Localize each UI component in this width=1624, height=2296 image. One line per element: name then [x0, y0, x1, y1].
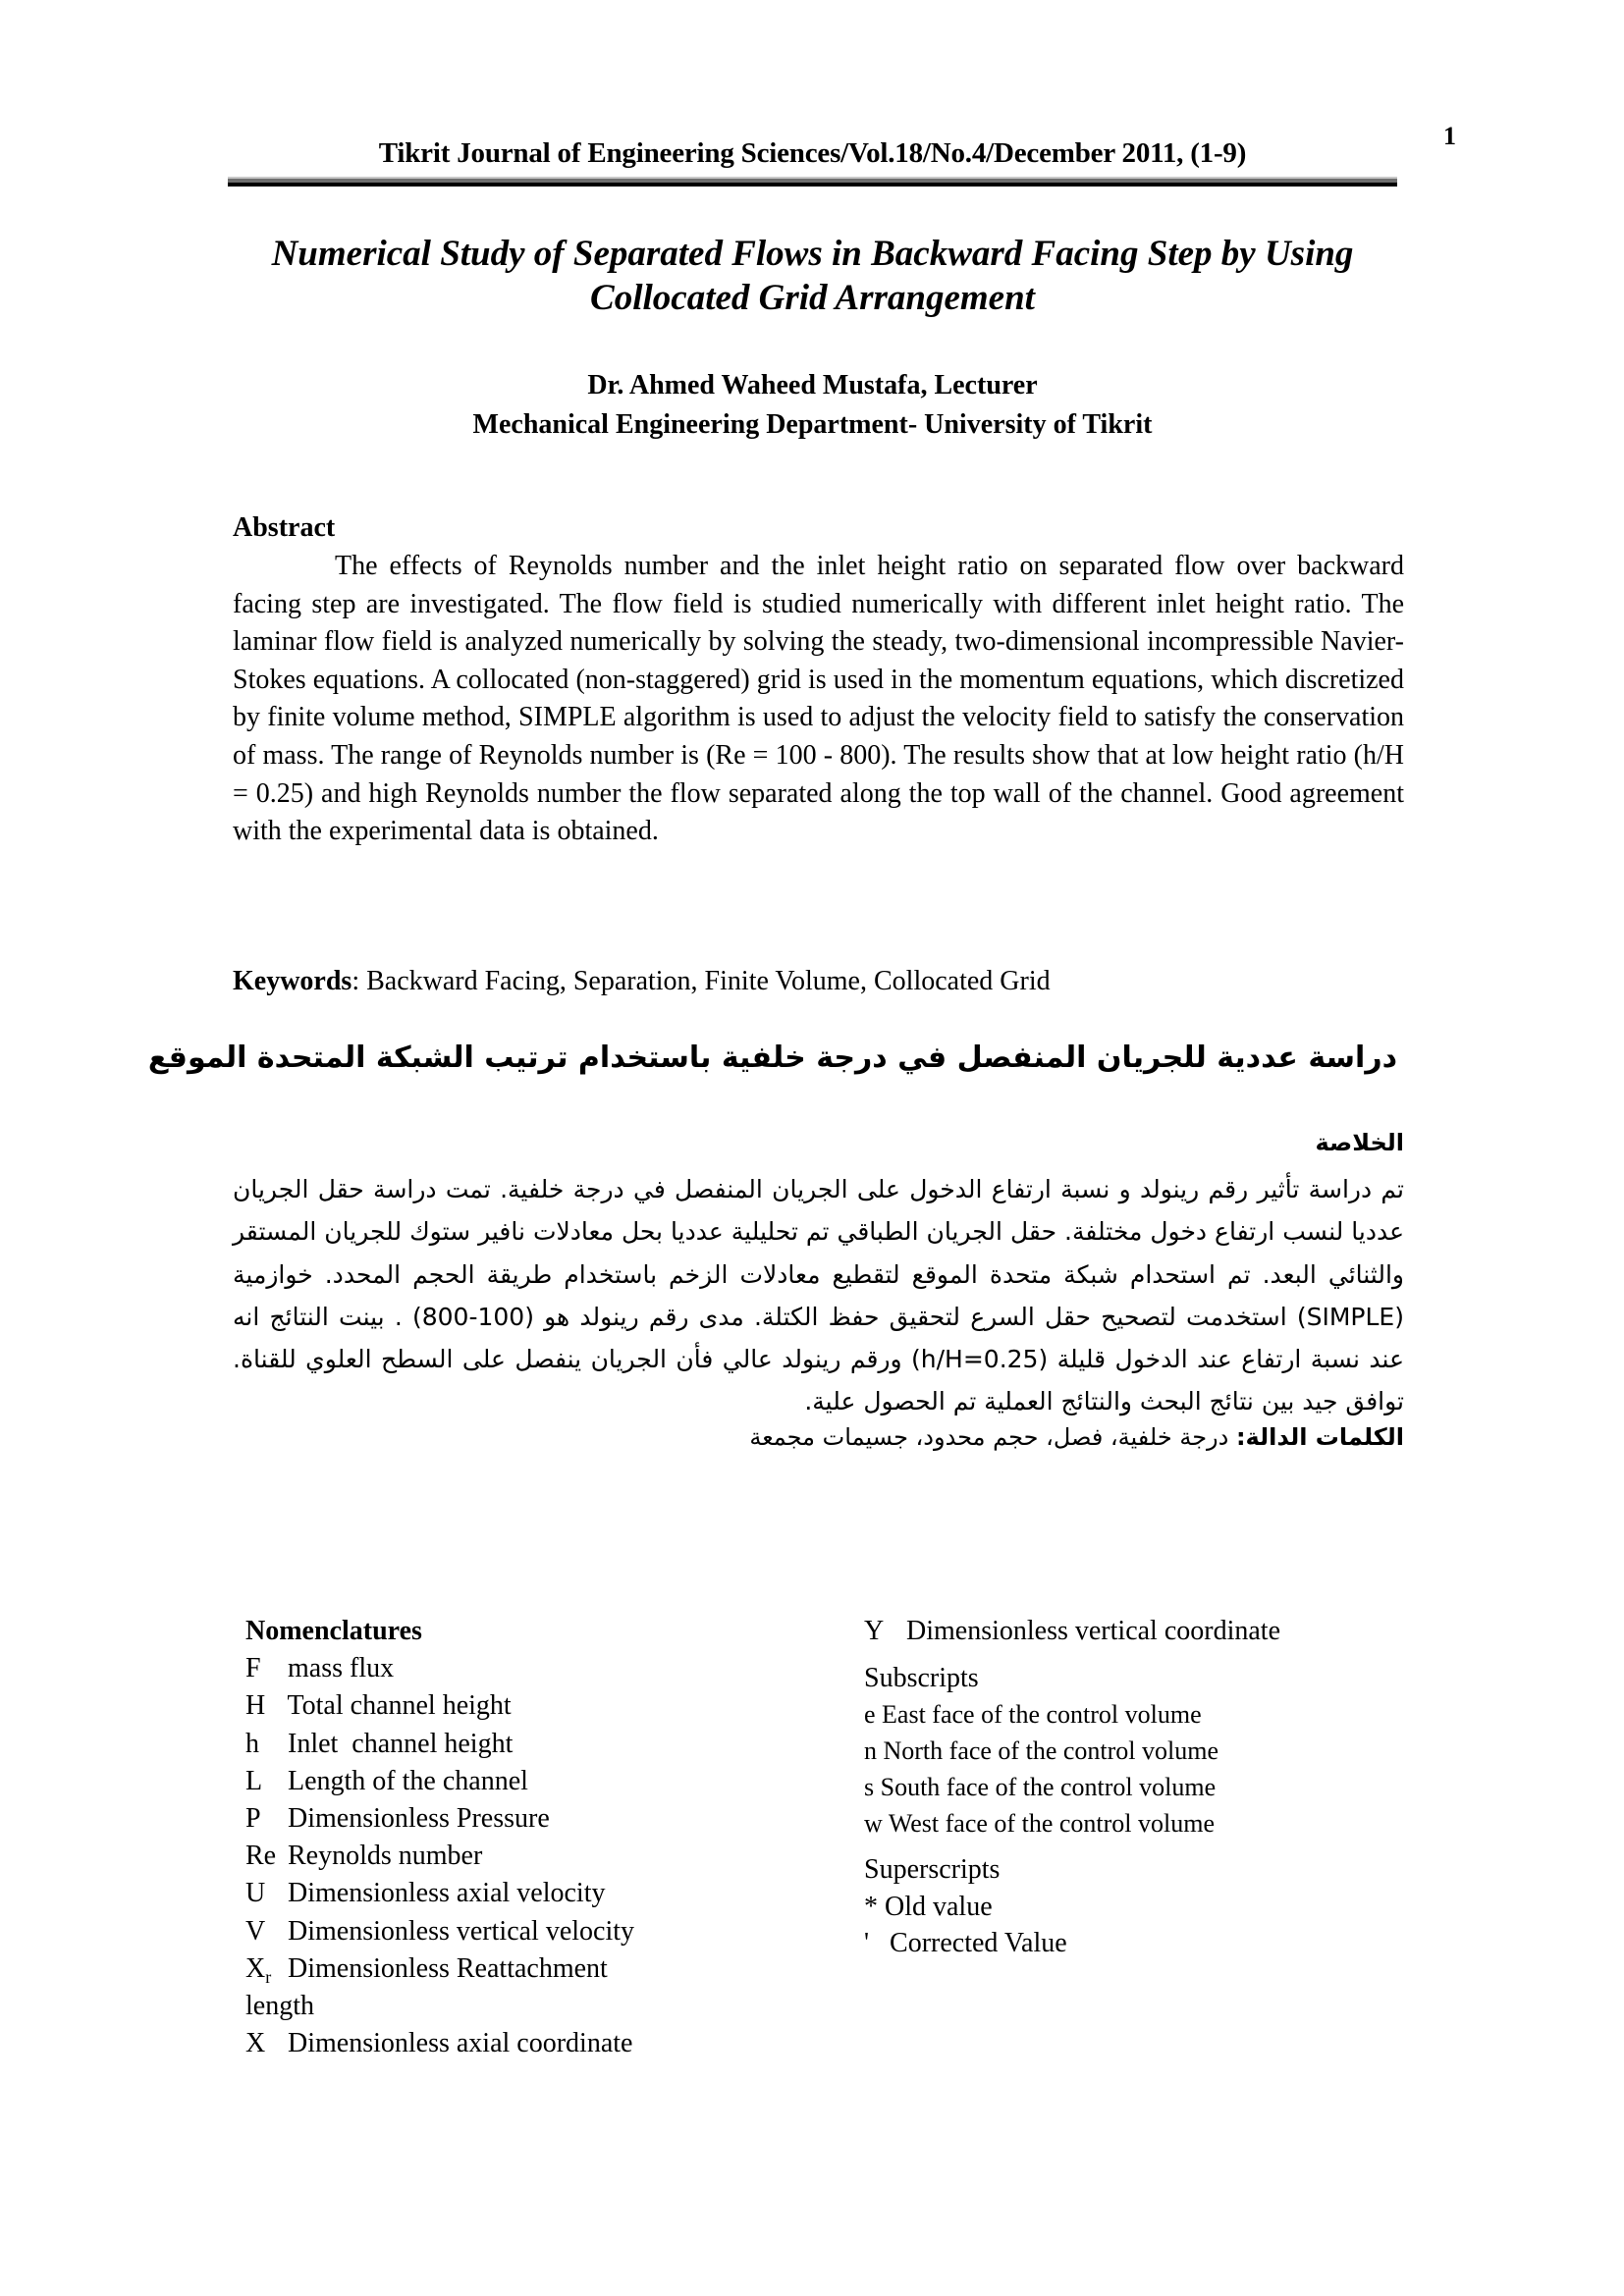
- superscript-item: [864, 1889, 1414, 1926]
- nomenclature-item: [245, 1800, 756, 1838]
- arabic-keywords-label: الكلمات الدالة:: [1235, 1423, 1404, 1451]
- abstract-heading: Abstract: [233, 512, 336, 543]
- arabic-keywords-value: درجة خلفية، فصل، حجم محدود، جسيمات مجمعة: [749, 1423, 1236, 1451]
- subscript-item: [864, 1805, 1414, 1842]
- nomenclature-symbol: F: [245, 1653, 261, 1684]
- nomenclature-symbol-subscript: r: [265, 1966, 272, 1987]
- nomenclature-desc: Total channel height: [287, 1690, 512, 1722]
- nomenclature-symbol: V: [245, 1915, 266, 1947]
- subscripts-group: [864, 1660, 1414, 1842]
- header-rule: [228, 177, 1397, 187]
- nomenclature-symbol: L: [245, 1765, 263, 1796]
- nomenclature-desc: Dimensionless vertical velocity: [288, 1915, 635, 1947]
- arabic-keywords-line: [749, 1423, 1404, 1451]
- superscript-desc: Old value: [885, 1891, 993, 1922]
- subscript-symbol: w: [864, 1809, 883, 1838]
- paper-title-line-2: Collocated Grid Arrangement: [590, 278, 1035, 318]
- nomenclature-desc: Dimensionless axial velocity: [288, 1878, 606, 1909]
- nomenclature-symbol: Re: [245, 1841, 277, 1872]
- superscripts-heading: Superscripts: [864, 1854, 1001, 1885]
- nomenclature-desc: mass flux: [288, 1653, 395, 1684]
- nomenclature-desc: Dimensionless Reattachment: [288, 1952, 608, 1984]
- author-name: Dr. Ahmed Waheed Mustafa, Lecturer: [587, 370, 1038, 400]
- superscripts-group: [864, 1851, 1414, 1962]
- nomenclature-desc: Reynolds number: [288, 1841, 483, 1872]
- nomenclature-item-continuation: [245, 1988, 756, 2025]
- nomenclature-desc: Dimensionless vertical coordinate: [906, 1616, 1280, 1646]
- nomenclature-item: [864, 1613, 1414, 1650]
- nomenclature-symbol: h: [245, 1728, 259, 1759]
- nomenclature-item: [245, 1913, 756, 1950]
- superscript-item: [864, 1925, 1414, 1962]
- superscript-symbol: ': [864, 1928, 870, 1958]
- nomenclature-symbol: [245, 1950, 281, 1988]
- nomenclature-item: [245, 1838, 756, 1875]
- subscripts-heading: Subscripts: [864, 1662, 979, 1693]
- superscript-desc: Corrected Value: [890, 1928, 1067, 1958]
- keywords-line: [233, 966, 1051, 997]
- paper-title-line-1: Numerical Study of Separated Flows in Backward Facing Step by Using: [271, 234, 1354, 274]
- nomenclature-symbol: U: [245, 1878, 266, 1909]
- keywords-label: Keywords: [233, 966, 352, 996]
- nomenclature-item: [245, 1687, 756, 1725]
- subscript-item: [864, 1696, 1414, 1733]
- arabic-abstract-heading: الخلاصة: [1315, 1129, 1404, 1156]
- nomenclature-desc: Length of the channel: [288, 1765, 528, 1796]
- nomenclature-right-column: [864, 1613, 1414, 1962]
- page-number: 1: [1443, 122, 1456, 150]
- nomenclature-item: [245, 1763, 756, 1800]
- paper-title: [228, 232, 1397, 320]
- subscript-item: [864, 1769, 1414, 1805]
- nomenclature-item: [245, 1650, 756, 1687]
- nomenclature-symbol: Y: [864, 1616, 885, 1646]
- nomenclature-symbol: X: [245, 2028, 266, 2059]
- subscript-desc: West face of the control volume: [888, 1809, 1215, 1838]
- nomenclature-item: [245, 1726, 756, 1763]
- nomenclature-symbol: H: [245, 1690, 266, 1722]
- nomenclature-desc: length: [245, 1991, 314, 2022]
- arabic-abstract-body: تم دراسة تأثير رقم رينولد و نسبة ارتفاع الدخول على الجريان المنفصل في درجة خلفية. تمت دراسة حقل الجريان عدديا لنسب ارتفاع دخول مختلفة. حقل الجريان الطباقي تم تحليلية عدديا بحل معادلات نافير ستوك للجريان المستقر والثنائي البعد. تم استحدام شبكة متحدة الموقع لتقطيع معادلات الزخم باستخدام طريقة الحجم المحدد. خوازمية (SIMPLE) استخدمت لتصحيح حقل السرع لتحقيق حفظ الكتلة. مدى رقم رينولد هو (100-800) . بينت النتائج انه عند نسبة ارتفاع عند الدخول قليلة (h/H=0.25) ورقم رينولد عالي فأن الجريان ينفصل على السطح العلوي للقناة. توافق جيد بين نتائج البحث والنتائج العملية تم الحصول علية.: [233, 1175, 1404, 1416]
- author-block: [228, 366, 1397, 445]
- subscript-symbol: e: [864, 1700, 876, 1729]
- author-affiliation: Mechanical Engineering Department- University of Tikrit: [472, 409, 1153, 440]
- subscript-item: [864, 1733, 1414, 1769]
- nomenclature-desc: Dimensionless axial coordinate: [288, 2028, 633, 2059]
- nomenclature-item: [245, 1875, 756, 1912]
- nomenclature-desc: Inlet channel height: [288, 1728, 514, 1759]
- subscript-desc: South face of the control volume: [880, 1773, 1217, 1801]
- subscript-symbol: s: [864, 1773, 875, 1801]
- subscript-desc: North face of the control volume: [883, 1736, 1218, 1765]
- nomenclature-symbol: P: [245, 1803, 261, 1835]
- nomenclature-symbol-base: X: [245, 1952, 266, 1984]
- abstract-body: The effects of Reynolds number and the inlet height ratio on separated flow over backward facing step are investigated. The flow field is studied numerically with different inlet height ratio. The laminar flow field is analyzed numerically by solving the steady, two-dimensional incompressible Navier-Stokes equations. A collocated (non-staggered) grid is used in the momentum equations, which discretized by finite volume method, SIMPLE algorithm is used to adjust the velocity field to satisfy the conservation of mass. The range of Reynolds number is (Re = 100 - 800). The results show that at low height ratio (h/H = 0.25) and high Reynolds number the flow separated along the top wall of the channel. Good agreement with the experimental data is obtained.: [233, 551, 1404, 847]
- keywords-value: : Backward Facing, Separation, Finite Volume, Collocated Grid: [352, 966, 1051, 996]
- nomenclature-heading: Nomenclatures: [245, 1616, 422, 1646]
- subscript-desc: East face of the control volume: [882, 1700, 1202, 1729]
- nomenclature-desc: Dimensionless Pressure: [288, 1803, 550, 1835]
- nomenclature-left-column: [245, 1613, 756, 2062]
- arabic-title: دراسة عددية للجريان المنفصل في درجة خلفية باستخدام ترتيب الشبكة المتحدة الموقع: [147, 1041, 1397, 1075]
- subscript-symbol: n: [864, 1736, 877, 1765]
- nomenclature-item: [245, 1950, 756, 1988]
- nomenclature-item: [245, 2025, 756, 2062]
- superscript-symbol: *: [864, 1891, 878, 1922]
- journal-header: Tikrit Journal of Engineering Sciences/Vol.18/No.4/December 2011, (1-9): [378, 137, 1247, 169]
